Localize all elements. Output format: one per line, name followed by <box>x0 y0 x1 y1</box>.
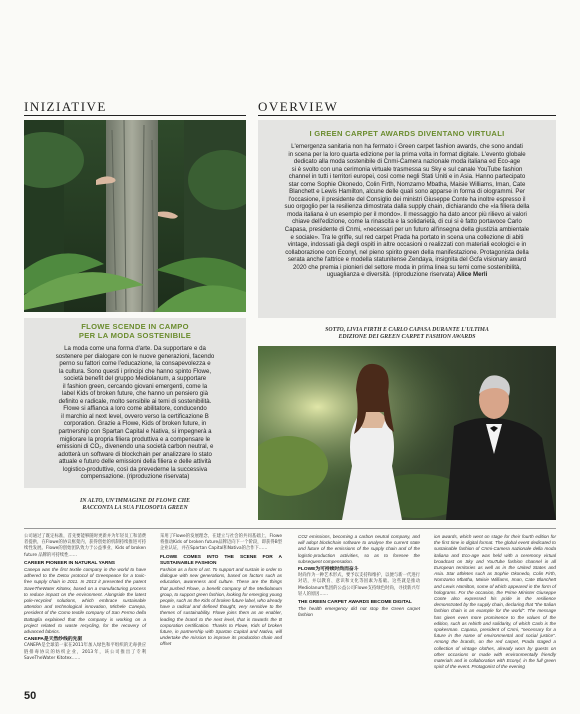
body-line: la cultura. Sono questi i principi che hanno spinto Flowe, <box>58 367 212 375</box>
body-line: perno su fattori come l'educazione, la consapevolezza e <box>59 360 211 368</box>
english-text: Canepa was the first textile company in the world to have adhered to the Detox protocol of Greenpeace for a toxic-free supply chain in 2011. In 2013 it presented the patent SaveTheWater Kitotex, based on a manufacturing process to reduce impact on the environment. Alongside the latest pole-recycled solutions, which embrace sustainable attention and technological innovation, Michele Canepa, president of the Como textile company of San Fermo della Battaglia explained that the company is working on a project related to waste recycling, for the recovery of advanced fabrics. <box>24 567 146 635</box>
body-line: e sociale». Tra le griffe, sul red carpet Prada ha portato in scena una collezione di abiti <box>290 233 524 241</box>
columns-divider <box>24 528 556 529</box>
column-3 <box>298 534 420 619</box>
english-text: CO2 emissions, becoming a carbon neutral company, and will adopt blockchain software to analyse the current state and future of the emissions of the supply chain and of the logistic-production activities, so as to foresee the subsequent compensation. <box>298 534 420 564</box>
body-line: società benefit del gruppo Mediolanum, a supportare <box>63 375 207 383</box>
body-line: adotterà un software di blockchain per analizzare lo stato <box>58 450 212 458</box>
divider-right <box>258 115 556 116</box>
body-line: 2020 che premia i pionieri del settore moda in prima linea su temi come sostenibilità, <box>293 263 521 271</box>
body-line: si è svolto con una cerimonia virtuale trasmessa su Sky e sul canale YouTube fashion <box>291 165 523 173</box>
chinese-text: CANEPA是全球第一家在2011年加入绿色和平组织的无毒供应链排毒协议的纺织企业，2013年，该公司推出了专利SaveTheWater Kitotex…… <box>24 643 146 661</box>
flowe-title-line: FLOWE SCENDE IN CAMPO <box>81 322 189 331</box>
body-line: Blanchett e Lewis Hamilton, alcune delle quali sono apparse in forma di ologrammi. Per <box>289 188 525 196</box>
chinese-text: 采用了Flowe的发展理念，在建立与社会的共同基础上，Flowe将推动Kids of broken future品牌迈向下一个阶段，即获得B型企业认证，并在Spartan Capital和Nativa的合作下…… <box>160 534 282 552</box>
page-number: 50 <box>24 690 37 702</box>
body-line: channel in tutti i territori europei, così come negli Stati Uniti e in Asia. Hanno partecipato <box>288 173 526 181</box>
awards-photo-caption <box>258 327 556 341</box>
body-line: star come Sophie Okonedo, Colin Firth, Nomzamo Mbatha, Maisie Williams, Iman, Cate <box>288 180 526 188</box>
column-heading: FLOWE为可持续时尚而奋斗 <box>298 567 359 573</box>
body-line: moda italiana è un esempio per il mondo». Il messaggio ha dato ancor più rilievo ai valori <box>287 210 527 218</box>
awards-photo <box>258 346 556 520</box>
caption-line: EDIZIONE DEI GREEN CARPET FASHION AWARDS <box>338 334 476 340</box>
body-line: sostenere per dialogare con le nuove generazioni, facendo <box>55 352 215 360</box>
body-line: L'emergenza sanitaria non ha fermato i Green carpet fashion awards, che sono andati <box>291 143 523 150</box>
body-line: emissioni di CO₂, divenendo una società carbon neutral, e <box>56 443 214 451</box>
body-line: il fashion green, cercando giovani emergenti, come la <box>62 382 208 390</box>
body-line: definito e radicale, molto sensibile ai temi di sostenibilità. <box>58 397 212 405</box>
section-title-overview: OVERVIEW <box>258 99 339 114</box>
flowe-title-line: PER LA MODA SOSTENIBILE <box>78 331 192 340</box>
column-2 <box>160 534 282 648</box>
body-line: logistico-produttive, così da prevederne la successiva <box>62 465 208 473</box>
english-text: The health emergency did not stop the Green carpet fashion <box>298 606 420 618</box>
forest-photo-caption <box>24 498 246 512</box>
body-line: chiave dell'edizione, come la rinascita e la solidarietà, di cui si è fatto portavoce Carlo <box>292 218 522 226</box>
body-line: in scena per la loro quarta edizione per la prima volta in format digitale. L'evento globale <box>288 150 526 158</box>
divider-left <box>24 115 246 116</box>
green-carpet-body <box>262 143 552 279</box>
column-heading: FLOWE COMES INTO THE SCENE FOR A SUSTAINABLE FASHION <box>160 554 282 566</box>
section-title-iniziative: INIZIATIVE <box>24 99 107 114</box>
flowe-box-title <box>24 322 246 340</box>
body-line: l'occasione, il presidente del Consiglio dei ministri Giuseppe Conte ha inoltre espresso il <box>288 195 526 203</box>
green-carpet-title: I GREEN CARPET AWARDS DIVENTANO VIRTUALI <box>309 129 505 138</box>
body-line: dedicato alla moda sostenibile di Cnmi-Camera nazionale moda italiana ed Eco-age <box>293 158 521 166</box>
body-line: collaborazione con Econyl, nel pieno spirito green della manifestazione. Protagonista della <box>285 248 529 256</box>
english-text: Fashion as a form of art. To support and sustain in order to dialogue with new generations, based on factors such as education, awareness and culture. These are the things that pushed Flowe, a benefit company of the Mediolanum group, to support green fashion, looking for emerging young people, such as the Kids of broken future label, who already have a radical and defined thought, very sensitive to the themes of sustainability. Flowe joins them as an enabler, leading the brand to the next level, that is towards the B corporation certification. Thanks to Flowe, Kids of broken future, in partnership with Spartan Capital and Nativa, will undertake the mission to improve its production chain and offset <box>160 567 282 647</box>
forest-photo <box>24 120 246 312</box>
chinese-text: 公司通过了既定标准，首先要能够随时更新并为年轻员工和消费者提供，在Flowe的协议框架内，获得创始的机制持续推进可持续性发展。Flowe的创始团队致力于公益事业、Kids of broken future 品牌的可持续性…… <box>24 534 146 558</box>
body-line: uguaglianza e diversità. (riproduzione riservata) <box>326 271 456 279</box>
column-1 <box>24 534 146 662</box>
body-line: Capasa, presidente di Cnmi, «necessari per un futuro all'insegna della giustizia ambientale <box>284 226 530 234</box>
body-line: compensazione. (riproduzione riservata) <box>80 473 190 481</box>
caption-line: SOTTO, LIVIA FIRTH E CARLO CAPASA DURANTE L'ULTIMA <box>325 327 489 333</box>
english-text: ion awards, which went on stage for their fourth edition for the first time in digital format. The global event dedicated to sustainable fashion of Cnmi-Camera nazionale della moda italiana and Eco-age was held with a ceremony virtual broadcast on Sky and YouTube fashion channel in all European territories as well as in the United States and Asia. Star athletes such as Sophie Okonedo, Colin Firth, Nomzamo Mbatha, Maisie Williams, Iman, Cate Blanchett and Lewis Hamilton, some of which appeared in the form of holograms. For the occasion, the Prime Minister Giuseppe Conte also expressed his pride in the resilience demonstrated by the supply chain, declaring that "the Italian fashion chain is an example for the world". The message has given even more prominence to the values of the edition, such as rebirth and solidarity, of which Carlo is the spokesman. Capasa, president of Cnmi, "necessary for a future in the name of environmental and social justice". Among the brands, on the red carpet, Prada staged a collection of vintage clothes, already worn by guests on other occasions or made with environmentally friendly materials and in collaboration with Econyl, in the full green spirit of the event. Protagonist of the evening <box>434 534 556 670</box>
body-line: attuale e futuro delle emissioni della filiera e delle attività <box>58 458 212 466</box>
body-line: partnership con Spartan Capital e Nativa, si impegnerà a <box>58 428 212 436</box>
body-line: vintage, indossati già degli ospiti in altre occasioni o realizzati con materiali ecologici e in <box>287 241 527 249</box>
body-line: corporation. Grazie a Flowe, Kids of broken future, in <box>63 420 207 428</box>
caption-line: RACCONTA LA SUA FILOSOFIA GREEN <box>82 505 188 511</box>
flowe-box-body <box>28 345 242 481</box>
body-line: Flowe si affianca a loro come abilitatore, conducendo <box>63 405 207 413</box>
chinese-text: 时尚作为一种艺术形式，要予以支持和维护，以便与新一代进行对话，并以教育、意识和文化等因素为基础。这些就是推动Mediolanum集团的公益公司Flowe支持绿色时尚，寻找新兴年轻人的原因…… <box>298 573 420 597</box>
body-line: label Kids of broken future, che hanno un pensiero già <box>61 390 208 398</box>
body-line: il marchio al next level, ovvero verso la certificazione B <box>61 412 209 420</box>
column-heading: CAREER PIONEER IN NATURAL YARNS <box>24 560 115 566</box>
body-line: suo orgoglio per la resilienza dimostrata dalla supply chain, dichiarando che «la filiera della <box>284 203 530 211</box>
column-heading: CANEPA是天然纱线的先驱 <box>24 637 83 643</box>
author-name: Alice Merli <box>456 271 488 279</box>
column-heading: THE GREEN CARPET AWARDS BECOME DIGITAL <box>298 600 412 606</box>
body-line: La moda come una forma d'arte. Da supportare e da <box>64 345 206 352</box>
column-4 <box>434 534 556 670</box>
body-line: serata anche l'attrice e modella statunitense Zendaya, insignita del Gcfa visionary award <box>287 256 527 264</box>
caption-line: IN ALTO, UN'IMMAGINE DI FLOWE CHE <box>79 498 191 504</box>
body-line: migliorare la propria filiera produttiva e a compensare le <box>59 435 211 443</box>
